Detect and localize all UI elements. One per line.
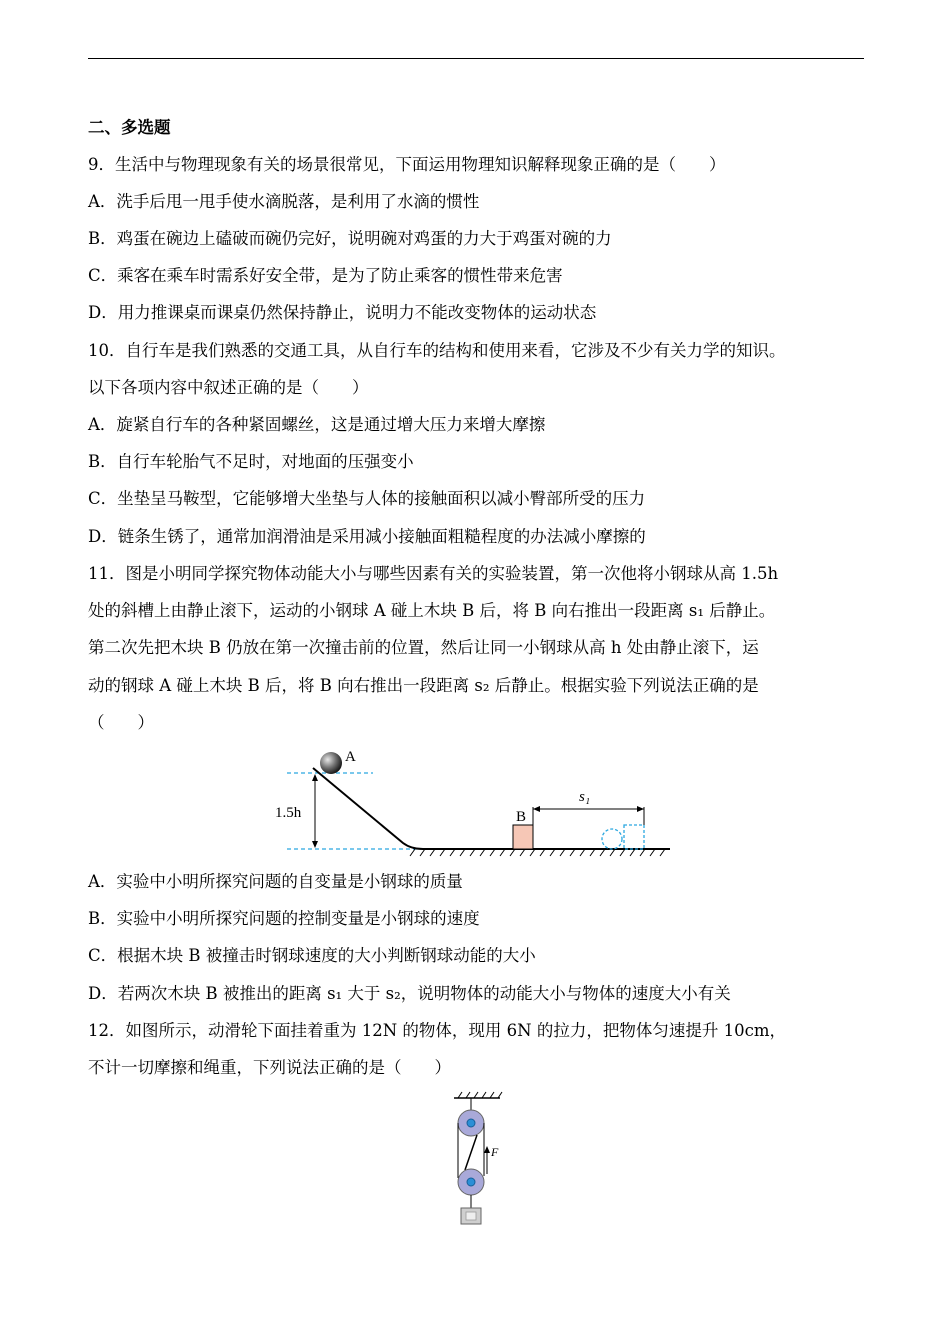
q9-option-c: C．乘客在乘车时需系好安全带，是为了防止乘客的惯性带来危害 xyxy=(88,266,563,285)
height-label: 1.5h xyxy=(275,805,302,821)
q10-option-b: B．自行车轮胎气不足时，对地面的压强变小 xyxy=(88,452,414,471)
ball-label: A xyxy=(345,749,356,765)
q11-stem-line-1: 11．图是小明同学探究物体动能大小与哪些因素有关的实验装置，第一次他将小钢球从高 1.5h xyxy=(88,564,779,583)
distance-label: s₁ xyxy=(579,789,591,805)
q11-stem-line-5: （ ） xyxy=(88,713,154,732)
q11-stem-line-2: 处的斜槽上由静止滚下，运动的小钢球 A 碰上木块 B 后，将 B 向右推出一段距离 s₁ 后静止。 xyxy=(88,601,776,620)
ball-final-position xyxy=(602,829,622,849)
q11-option-c: C．根据木块 B 被撞击时钢球速度的大小判断钢球动能的大小 xyxy=(88,946,536,965)
q11-stem-line-3: 第二次先把木块 B 仍放在第一次撞击前的位置，然后让同一小钢球从高 h 处由静止滚下，运 xyxy=(88,638,759,657)
q12-pulley-figure xyxy=(440,1090,520,1230)
q10-option-c: C．坐垫呈马鞍型，它能够增大坐垫与人体的接触面积以减小臀部所受的压力 xyxy=(88,489,646,508)
q9-option-a: A．洗手后甩一甩手使水滴脱落，是利用了水滴的惯性 xyxy=(88,192,480,211)
q10-stem-line-1: 10．自行车是我们熟悉的交通工具，从自行车的结构和使用来看，它涉及不少有关力学的知识。 xyxy=(88,341,786,360)
q12-stem-line-1: 12．如图所示，动滑轮下面挂着重为 12N 的物体，现用 6N 的拉力，把物体匀速提升 10cm， xyxy=(88,1021,786,1040)
q9-option-d: D．用力推课桌而课桌仍然保持静止，说明力不能改变物体的运动状态 xyxy=(88,303,597,322)
wood-block xyxy=(513,825,533,849)
ground-hatching xyxy=(410,849,665,856)
section-title: 二、多选题 xyxy=(88,118,171,137)
q12-stem-line-2: 不计一切摩擦和绳重，下列说法正确的是（ ） xyxy=(88,1058,451,1077)
q10-option-d: D．链条生锈了，通常加润滑油是采用减小接触面粗糙程度的办法减小摩擦的 xyxy=(88,527,646,546)
block-final-position xyxy=(624,825,644,849)
block-label: B xyxy=(516,809,527,825)
header-rule xyxy=(88,58,864,59)
q10-stem-line-2: 以下各项内容中叙述正确的是（ ） xyxy=(88,378,369,397)
q9-stem: 9．生活中与物理现象有关的场景很常见，下面运用物理知识解释现象正确的是（ ） xyxy=(88,155,726,174)
rope-cross xyxy=(465,1135,477,1170)
force-label: F xyxy=(491,1145,499,1159)
q11-option-a: A．实验中小明所探究问题的自变量是小钢球的质量 xyxy=(88,872,463,891)
q11-option-b: B．实验中小明所探究问题的控制变量是小钢球的速度 xyxy=(88,909,480,928)
steel-ball xyxy=(320,752,342,774)
q9-option-b: B．鸡蛋在碗边上磕破而碗仍完好，说明碗对鸡蛋的力大于鸡蛋对碗的力 xyxy=(88,229,612,248)
q11-ramp-figure xyxy=(265,745,685,860)
q11-option-d: D．若两次木块 B 被推出的距离 s₁ 大于 s₂，说明物体的动能大小与物体的速度大小有关 xyxy=(88,984,731,1003)
q10-option-a: A．旋紧自行车的各种紧固螺丝，这是通过增大压力来增大摩擦 xyxy=(88,415,546,434)
q11-stem-line-4: 动的钢球 A 碰上木块 B 后，将 B 向右推出一段距离 s₂ 后静止。根据实验下列说法正确的是 xyxy=(88,676,759,695)
